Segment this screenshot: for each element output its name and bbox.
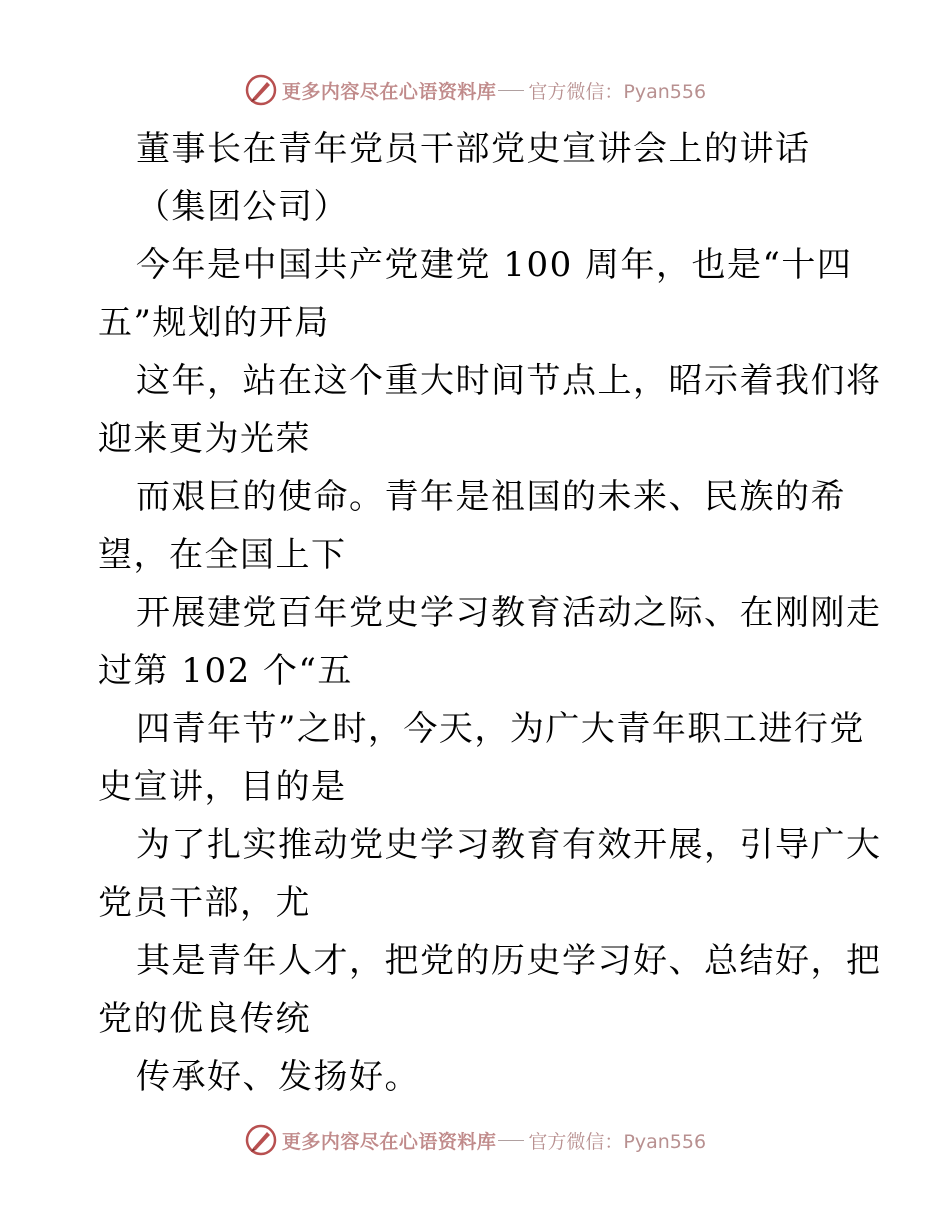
doc-line: 过第 102 个“五 — [98, 651, 353, 691]
doc-line: 四青年节”之时，今天，为广大青年职工进行党 — [136, 709, 865, 749]
banner-wechat-text: 官方微信：Pyan556 — [528, 80, 707, 103]
doc-line: 为了扎实推动党史学习教育有效开展，引导广大 — [136, 825, 882, 865]
doc-line: 其是青年人才，把党的历史学习好、总结好，把 — [136, 941, 882, 981]
doc-line: 史宣讲，目的是 — [98, 767, 347, 807]
footer-banner — [0, 1120, 950, 1160]
doc-line: 开展建党百年党史学习教育活动之际、在刚刚走 — [136, 593, 882, 633]
doc-line: 这年，站在这个重大时间节点上，昭示着我们将 — [136, 361, 882, 401]
banner-brand-text: 更多内容尽在心语资料库 — [281, 1130, 497, 1153]
doc-line: 迎来更为光荣 — [98, 419, 311, 459]
doc-line: 五”规划的开局 — [98, 303, 330, 343]
header-banner — [0, 70, 950, 110]
doc-line: 党员干部，尤 — [98, 883, 311, 923]
doc-line: 传承好、发扬好。 — [136, 1057, 420, 1097]
doc-line: 党的优良传统 — [98, 999, 311, 1039]
doc-line: 而艰巨的使命。青年是祖国的未来、民族的希 — [136, 477, 846, 517]
banner-brand-text: 更多内容尽在心语资料库 — [281, 80, 497, 103]
banner-dash — [498, 90, 524, 91]
quill-pen-logo-icon — [244, 73, 278, 107]
document-body — [98, 120, 882, 1106]
banner-wechat-text: 官方微信：Pyan556 — [528, 1130, 707, 1153]
banner-dash — [498, 1140, 524, 1141]
doc-title: 董事长在青年党员干部党史宣讲会上的讲话 — [136, 129, 811, 169]
doc-subtitle: （集团公司） — [136, 187, 349, 227]
doc-line: 今年是中国共产党建党 100 周年，也是“十四 — [136, 245, 853, 285]
quill-pen-logo-icon — [244, 1123, 278, 1157]
doc-line: 望，在全国上下 — [98, 535, 347, 575]
